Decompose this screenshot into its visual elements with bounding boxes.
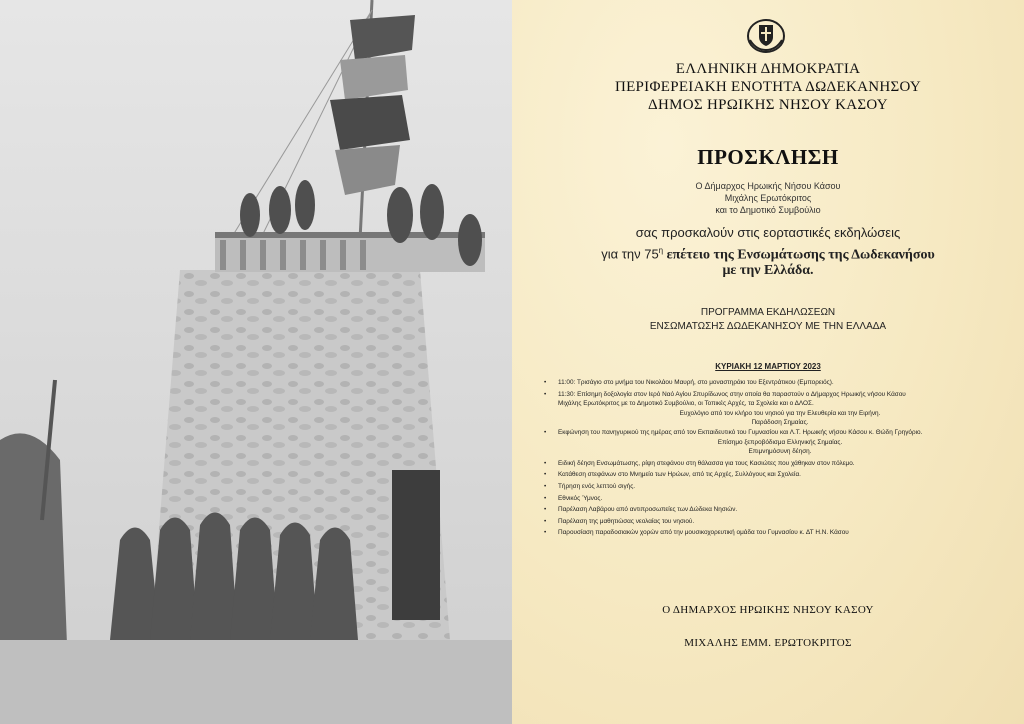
list-item: • Ειδική δέηση Ενσωμάτωσης, ρίψη στεφάνου στη θάλασσα για τους Κασιώτες που χάθηκαν στον πόλεμο. <box>544 459 855 467</box>
list-item-subline: Παράδοση Σημαίας. <box>751 419 809 427</box>
events-list <box>540 378 1020 538</box>
list-item: • Εκφώνηση του πανηγυρικού της ημέρας από τον Εκπαιδευτικό του Γυμνασίου και Λ.Τ. Ηρωικής νήσου Κάσου κ. Θώδη Γρηγόριο. <box>544 428 923 436</box>
list-item: • 11:00: Τρισάγιο στο μνήμα του Νικολάου Μαυρή, στο μοναστηράκι του Εξεντράτικου (Εμπορειός). <box>544 379 834 386</box>
signature-name: ΜΙΧΑΛΗΣ ΕΜΜ. ΕΡΩΤΟΚΡΙΤΟΣ <box>684 637 852 649</box>
list-item: • Παρέλαση Λαβάρου από αντιπροσωπείες των Δώδεκα Νησιών. <box>544 506 738 514</box>
host-council: και το Δημοτικό Συμβούλιο <box>715 205 821 215</box>
list-item: • 11:30: Επίσημη δοξολογία στον Ιερό Ναό Αγίου Σπυρίδωνος στην οποία θα παραστούν ο Δήμαρχος Ηρωικής νήσου Κάσου <box>544 390 906 398</box>
list-item-continuation: Μιχάλης Ερωτόκριτος με το Δημοτικό Συμβούλιο, οι Τοπικές Αρχές, τα Σχολεία και ο ΔΛΟΣ. <box>558 400 814 408</box>
invite-line-3 <box>512 261 1024 279</box>
invite-line-1: σας προσκαλούν στις εορταστικές εκδηλώσεις <box>635 225 901 240</box>
program-heading-1: ΠΡΟΓΡΑΜΜΑ ΕΚΔΗΛΩΣΕΩΝ <box>700 307 836 318</box>
invite-with-greece: με την Ελλάδα. <box>722 263 814 278</box>
program-heading-2: ΕΝΣΩΜΑΤΩΣΗΣ ΔΩΔΕΚΑΝΗΣΟΥ ΜΕ ΤΗΝ ΕΛΛΑΔΑ <box>649 321 887 332</box>
list-item: • Κατάθεση στεφάνων στο Μνημείο των Ηρώων, από τις Αρχές, Συλλόγους και Σχολεία. <box>544 471 801 479</box>
header-line-municipality: ΔΗΜΟΣ ΗΡΩΙΚΗΣ ΝΗΣΟΥ ΚΑΣΟΥ <box>648 97 888 113</box>
invitation-title: ΠΡΟΣΚΛΗΣΗ <box>697 145 839 169</box>
list-item: • Παρουσίαση παραδοσιακών χορών από την μουσικοχορευτική ομάδα του Γυμνασίου κ. ΔΤ Η.Ν. Κάσου <box>544 529 849 537</box>
list-item: • Εθνικός Ύμνος. <box>544 494 603 502</box>
header-line-republic: ΕΛΛΗΝΙΚΗ ΔΗΜΟΚΡΑΤΙΑ <box>675 61 861 77</box>
list-item: • Παρέλαση της μαθητιώσας νεολαίας του νησιού. <box>544 517 695 525</box>
list-item-subline: Επίσημο ξεπροβόδισμα Ελληνικής Σημαίας. <box>717 438 843 446</box>
host-mayor-title: Ο Δήμαρχος Ηρωικής Νήσου Κάσου <box>695 181 841 191</box>
header-line-region: ΠΕΡΙΦΕΡΕΙΑΚΗ ΕΝΟΤΗΤΑ ΔΩΔΕΚΑΝΗΣΟΥ <box>614 79 922 95</box>
invite-anniversary-prefix: για την 75 <box>601 246 659 262</box>
list-item: • Τήρηση ενός λεπτού σιγής. <box>544 482 636 490</box>
invite-anniversary-text: επέτειο της Ενσωμάτωσης της Δωδεκανήσου <box>663 247 935 263</box>
invite-anniversary-suffix: η <box>658 246 664 255</box>
list-item-subline: Ευχολόγιο από τον κλήρο του νησιού για την Ελευθερία και την Ειρήνη. <box>679 409 881 417</box>
host-mayor-name: Μιχάλης Ερωτόκριτος <box>724 193 812 203</box>
signature-title: Ο ΔΗΜΑΡΧΟΣ ΗΡΩΙΚΗΣ ΝΗΣΟΥ ΚΑΣΟΥ <box>662 604 874 616</box>
greek-republic-emblem-icon <box>746 18 786 54</box>
list-item-subline: Επιμνημόσυνη δέηση. <box>748 448 812 456</box>
invitation-document <box>512 0 1024 724</box>
event-date: ΚΥΡΙΑΚΗ 12 ΜΑΡΤΙΟΥ 2023 <box>715 362 821 371</box>
